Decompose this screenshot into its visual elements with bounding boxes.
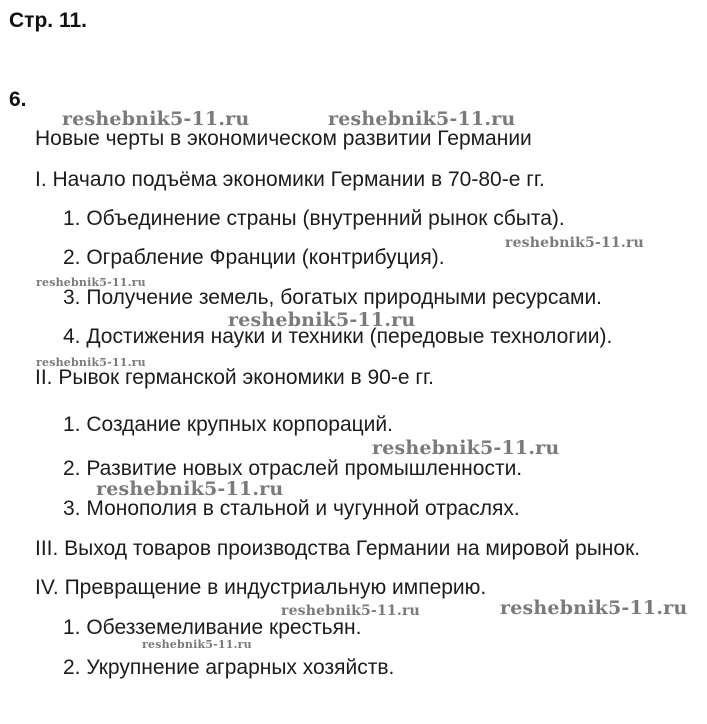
list-item: 2. Развитие новых отраслей промышленности. (63, 457, 523, 480)
list-item: 3. Получение земель, богатых природными ресурсами. (63, 286, 603, 309)
document-title: Новые черты в экономическом развитии Германии (35, 127, 532, 150)
list-item: 2. Укрупнение аграрных хозяйств. (63, 656, 395, 679)
watermark: reshebnik5-11.ru (62, 108, 250, 130)
list-item: 3. Монополия в стальной и чугунной отраслях. (63, 497, 520, 520)
watermark: reshebnik5-11.ru (505, 235, 644, 251)
watermark: reshebnik5-11.ru (500, 597, 688, 619)
watermark: reshebnik5-11.ru (36, 276, 146, 289)
watermark: reshebnik5-11.ru (228, 309, 416, 331)
list-item: 1. Объединение страны (внутренний рынок сбыта). (63, 207, 565, 230)
section-heading: I. Начало подъёма экономики Германии в 70-80-е гг. (35, 168, 545, 191)
watermark: reshebnik5-11.ru (328, 108, 516, 130)
section-heading: IV. Превращение в индустриальную империю. (35, 576, 487, 599)
list-item: 4. Достижения науки и техники (передовые технологии). (63, 325, 613, 348)
section-heading: II. Рывок германской экономики в 90-е гг. (35, 366, 434, 389)
list-item: 2. Ограбление Франции (контрибуция). (63, 246, 445, 269)
section-heading: III. Выход товаров производства Германии на мировой рынок. (35, 537, 641, 560)
watermark: reshebnik5-11.ru (281, 603, 420, 619)
watermark: reshebnik5-11.ru (142, 638, 252, 651)
page-label: Стр. 11. (9, 9, 87, 32)
list-item: 1. Обезземеливание крестьян. (63, 616, 362, 639)
list-item: 1. Создание крупных корпораций. (63, 413, 393, 436)
watermark: reshebnik5-11.ru (96, 478, 284, 500)
task-number: 6. (9, 88, 27, 111)
watermark: reshebnik5-11.ru (36, 356, 146, 369)
watermark: reshebnik5-11.ru (372, 437, 560, 459)
